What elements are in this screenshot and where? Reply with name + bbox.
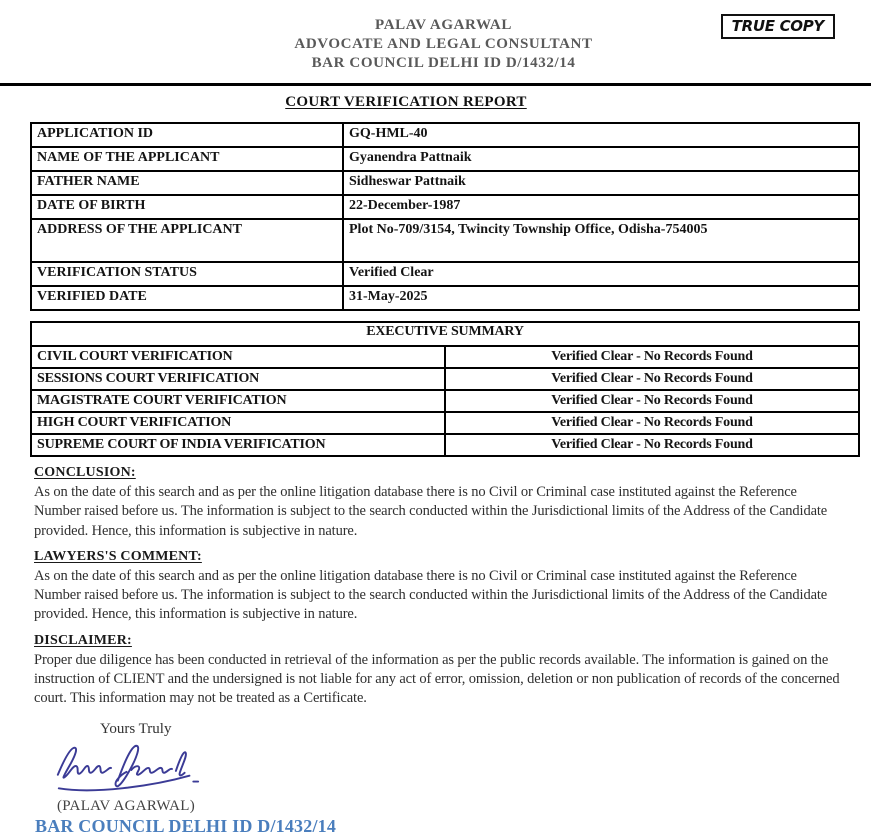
table-row	[31, 195, 859, 219]
salutation: Yours Truly	[100, 720, 172, 737]
field-value-civil-court: Verified Clear - No Records Found	[445, 346, 859, 368]
field-label-address: ADDRESS OF THE APPLICANT	[31, 219, 343, 262]
field-label-sessions-court: SESSIONS COURT VERIFICATION	[31, 368, 445, 390]
lawyers-comment-heading: LAWYERS'S COMMENT:	[34, 548, 202, 564]
field-value-address: Plot No-709/3154, Twincity Township Office, Odisha-754005	[343, 219, 859, 262]
true-copy-stamp: TRUE COPY	[721, 14, 835, 39]
field-label-applicant-name: NAME OF THE APPLICANT	[31, 147, 343, 171]
table-row	[31, 346, 859, 368]
field-value-sessions-court: Verified Clear - No Records Found	[445, 368, 859, 390]
conclusion-section	[34, 465, 846, 541]
field-value-supreme-court: Verified Clear - No Records Found	[445, 434, 859, 456]
table-row	[31, 262, 859, 286]
signatory-bar-id: BAR COUNCIL DELHI ID D/1432/14	[35, 815, 337, 836]
report-title-wrap	[0, 93, 812, 111]
field-value-verified-date: 31-May-2025	[343, 286, 859, 310]
signature-image	[50, 738, 871, 798]
field-label-father-name: FATHER NAME	[31, 171, 343, 195]
field-label-high-court: HIGH COURT VERIFICATION	[31, 412, 445, 434]
field-label-civil-court: CIVIL COURT VERIFICATION	[31, 346, 445, 368]
disclaimer-body: Proper due diligence has been conducted in retrieval of the information as per the public records available. The information is gained on the instruction of CLIENT and the undersigned is not liable for any act of error, omission, deletion or non publication of records of the concerned court. This information may not be treated as a Certificate.	[34, 651, 840, 707]
applicant-table	[30, 122, 860, 311]
table-row	[31, 219, 859, 262]
field-value-application-id: GQ-HML-40	[343, 123, 859, 147]
table-row	[31, 368, 859, 390]
advocate-name: PALAV AGARWAL	[375, 17, 512, 33]
disclaimer-heading: DISCLAIMER:	[34, 632, 132, 648]
conclusion-heading: CONCLUSION:	[34, 465, 136, 480]
table-row	[31, 434, 859, 456]
header-divider	[0, 83, 871, 86]
field-label-verification-status: VERIFICATION STATUS	[31, 262, 343, 286]
table-row	[31, 390, 859, 412]
field-value-high-court: Verified Clear - No Records Found	[445, 412, 859, 434]
lawyers-comment-body: As on the date of this search and as per the online litigation database there is no Civil or Criminal case instituted against the Reference Number raised before us. The information is subject to the search conducted within the Jurisdictional limits of the Address of the Candidate provided. Hence, this information is subjective in nature.	[34, 567, 828, 623]
field-value-father-name: Sidheswar Pattnaik	[343, 171, 859, 195]
advocate-bar-id: BAR COUNCIL DELHI ID D/1432/14	[311, 55, 576, 71]
executive-summary-heading: EXECUTIVE SUMMARY	[31, 322, 859, 346]
field-label-verified-date: VERIFIED DATE	[31, 286, 343, 310]
table-row	[31, 171, 859, 195]
table-row	[31, 412, 859, 434]
field-value-magistrate-court: Verified Clear - No Records Found	[445, 390, 859, 412]
table-row	[31, 147, 859, 171]
field-value-verification-status: Verified Clear	[343, 262, 859, 286]
table-row	[31, 286, 859, 310]
field-label-magistrate-court: MAGISTRATE COURT VERIFICATION	[31, 390, 445, 412]
lawyers-comment-section	[34, 549, 846, 625]
field-value-applicant-name: Gyanendra Pattnaik	[343, 147, 859, 171]
field-label-supreme-court: SUPREME COURT OF INDIA VERIFICATION	[31, 434, 445, 456]
table-row	[31, 123, 859, 147]
table-header-row	[31, 322, 859, 346]
field-label-date-of-birth: DATE OF BIRTH	[31, 195, 343, 219]
advocate-title: ADVOCATE AND LEGAL CONSULTANT	[294, 36, 593, 52]
report-title: COURT VERIFICATION REPORT	[285, 94, 527, 110]
letterhead	[0, 0, 871, 73]
field-label-application-id: APPLICATION ID	[31, 123, 343, 147]
disclaimer-section	[34, 633, 846, 709]
field-value-date-of-birth: 22-December-1987	[343, 195, 859, 219]
executive-summary-table	[30, 321, 860, 457]
signatory-name: (PALAV AGARWAL)	[57, 797, 195, 814]
conclusion-body: As on the date of this search and as per the online litigation database there is no Civil or Criminal case instituted against the Reference Number raised before us. The information is subject to the search conducted within the Jurisdictional limits of the Address of the Candidate provided. Hence, this information is subjective in nature.	[34, 484, 828, 539]
